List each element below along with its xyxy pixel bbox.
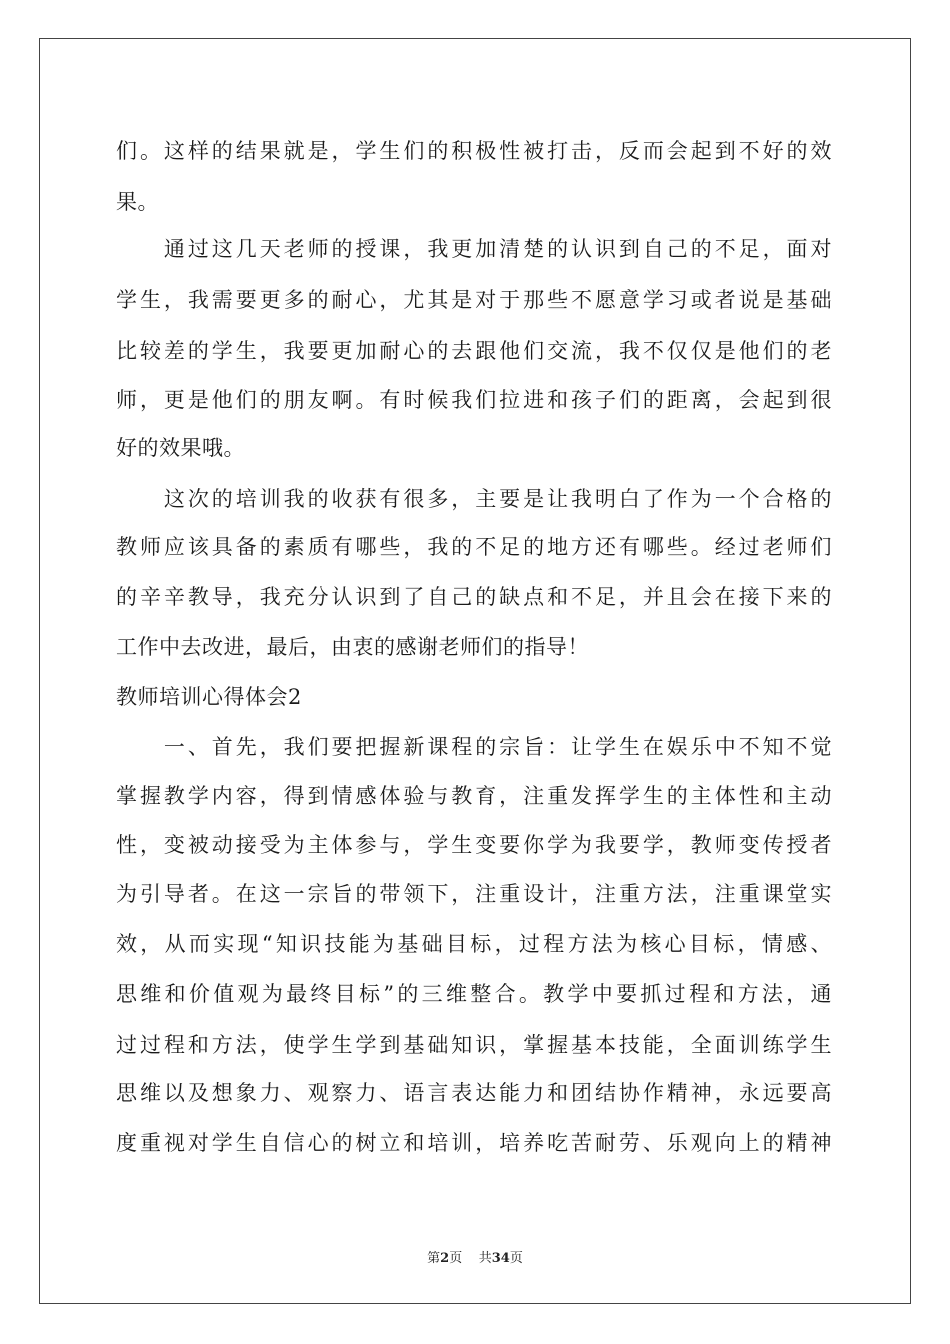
text-line: 们。这样的结果就是，学生们的积极性被打击，反而会起到不好的效	[116, 139, 832, 163]
footer-page-current: 2	[440, 1251, 450, 1266]
text-line: 性，变被动接受为主体参与，学生变要你学为我要学，教师变传授者	[116, 833, 832, 857]
text-line: 思维和价值观为最终目标”的三维整合。教学中要抓过程和方法，通	[116, 982, 832, 1006]
text-line: 果。	[116, 190, 159, 214]
text-line: 度重视对学生自信心的树立和培训，培养吃苦耐劳、乐观向上的精神	[116, 1131, 832, 1155]
text-line: 一、首先，我们要把握新课程的宗旨：让学生在娱乐中不知不觉	[116, 735, 832, 759]
text-line: 为引导者。在这一宗旨的带领下，注重设计，注重方法，注重课堂实	[116, 882, 832, 906]
text-line: 学生，我需要更多的耐心，尤其是对于那些不愿意学习或者说是基础	[116, 288, 832, 312]
footer-page-unit: 页	[449, 1251, 463, 1266]
text-line: 好的效果哦。	[116, 436, 245, 460]
footer-page-total: 34	[491, 1251, 510, 1266]
text-line: 通过这几天老师的授课，我更加清楚的认识到自己的不足，面对	[116, 237, 832, 261]
page-footer	[0, 1247, 950, 1266]
text-line: 这次的培训我的收获有很多，主要是让我明白了作为一个合格的	[116, 487, 832, 511]
text-line: 教师应该具备的素质有哪些，我的不足的地方还有哪些。经过老师们	[116, 535, 832, 559]
text-line: 的辛辛教导，我充分认识到了自己的缺点和不足，并且会在接下来的	[116, 585, 832, 609]
text-line: 过过程和方法，使学生学到基础知识，掌握基本技能，全面训练学生	[116, 1033, 832, 1057]
text-line: 比较差的学生，我要更加耐心的去跟他们交流，我不仅仅是他们的老	[116, 339, 832, 363]
text-line: 掌握教学内容，得到情感体验与教育，注重发挥学生的主体性和主动	[116, 784, 832, 808]
text-line: 效，从而实现“知识技能为基础目标，过程方法为核心目标，情感、	[116, 932, 832, 956]
footer-page-prefix: 第	[427, 1251, 441, 1266]
footer-total-prefix: 共	[478, 1251, 492, 1266]
footer-total-unit: 页	[509, 1251, 523, 1266]
section-heading: 教师培训心得体会2	[116, 685, 302, 709]
page-border	[39, 38, 911, 1304]
text-line: 师，更是他们的朋友啊。有时候我们拉进和孩子们的距离，会起到很	[116, 388, 832, 412]
text-line: 思维以及想象力、观察力、语言表达能力和团结协作精神，永远要高	[116, 1081, 832, 1105]
text-line: 工作中去改进，最后，由衷的感谢老师们的指导！	[116, 635, 589, 659]
